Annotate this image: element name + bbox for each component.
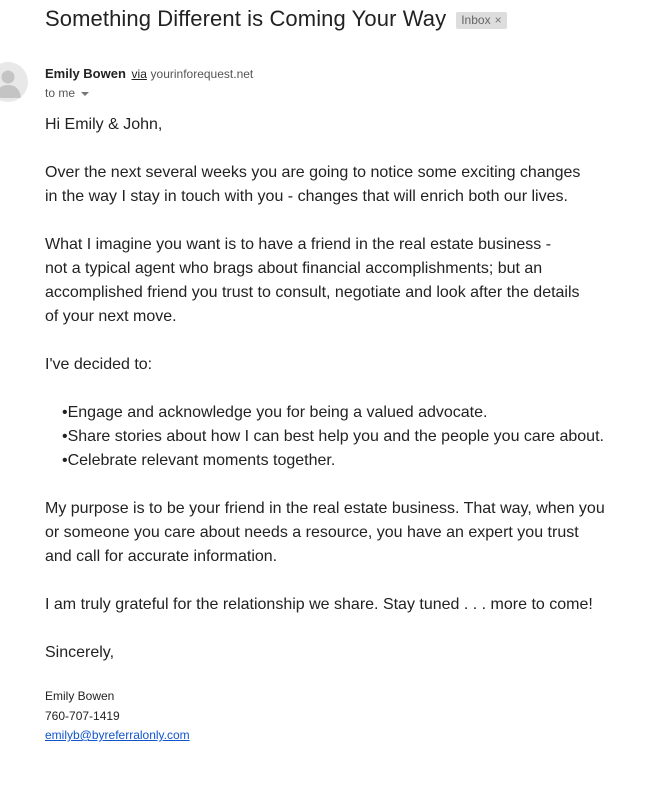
paragraph-1-line-2: in the way I stay in touch with you - changes that will enrich both our lives. <box>45 188 568 205</box>
person-icon <box>0 62 28 102</box>
paragraph-1-line-1: Over the next several weeks you are going to notice some exciting changes <box>45 164 581 181</box>
paragraph-2-line-4: of your next move. <box>45 308 177 325</box>
paragraph-3-line-3: and call for accurate information. <box>45 548 278 565</box>
paragraph-2-line-3: accomplished friend you trust to consult, negotiate and look after the details <box>45 284 580 301</box>
decided-text: I've decided to: <box>45 356 153 373</box>
paragraph-1 <box>45 161 645 209</box>
via-link[interactable]: via <box>131 67 147 81</box>
subject-row <box>45 6 507 32</box>
sender-domain: yourinforequest.net <box>150 67 254 81</box>
paragraph-2-line-1: What I imagine you want is to have a friend in the real estate business - <box>45 236 552 253</box>
paragraph-3-line-1: My purpose is to be your friend in the real estate business. That way, when you <box>45 500 605 517</box>
label-text: Inbox <box>461 12 491 27</box>
greeting-text: Hi Emily & John, <box>45 116 163 133</box>
paragraph-2 <box>45 233 645 329</box>
sender-name[interactable]: Emily Bowen <box>45 66 126 81</box>
remove-label-icon[interactable]: × <box>494 12 502 27</box>
paragraph-4-text: I am truly grateful for the relationship we share. Stay tuned . . . more to come! <box>45 596 593 613</box>
paragraph-3 <box>45 497 645 569</box>
email-body <box>45 113 645 689</box>
decided-line <box>45 353 645 377</box>
bullet-item: •Share stories about how I can best help you and the people you care about. <box>62 428 604 445</box>
show-details-chevron-down-icon[interactable] <box>81 92 89 96</box>
paragraph-2-line-2: not a typical agent who brags about financial accomplishments; but an <box>45 260 543 277</box>
recipient-row[interactable] <box>45 86 89 100</box>
inbox-label-chip[interactable] <box>456 12 506 29</box>
sender-row <box>45 66 253 81</box>
signature-email-link[interactable]: emilyb@byreferralonly.com <box>45 728 190 742</box>
paragraph-4 <box>45 593 645 617</box>
bullet-item: •Celebrate relevant moments together. <box>62 452 336 469</box>
recipient-text: to me <box>45 86 76 100</box>
bullet-item: •Engage and acknowledge you for being a valued advocate. <box>62 404 488 421</box>
signature-phone: 760-707-1419 <box>45 708 120 723</box>
greeting <box>45 113 645 137</box>
signature <box>45 687 190 746</box>
signature-name: Emily Bowen <box>45 689 115 703</box>
sender-avatar[interactable] <box>0 62 28 102</box>
closing-text: Sincerely, <box>45 644 115 661</box>
paragraph-3-line-2: or someone you care about needs a resource, you have an expert you trust <box>45 524 579 541</box>
bullet-list <box>62 401 645 473</box>
email-subject: Something Different is Coming Your Way <box>45 6 447 31</box>
closing <box>45 641 645 665</box>
